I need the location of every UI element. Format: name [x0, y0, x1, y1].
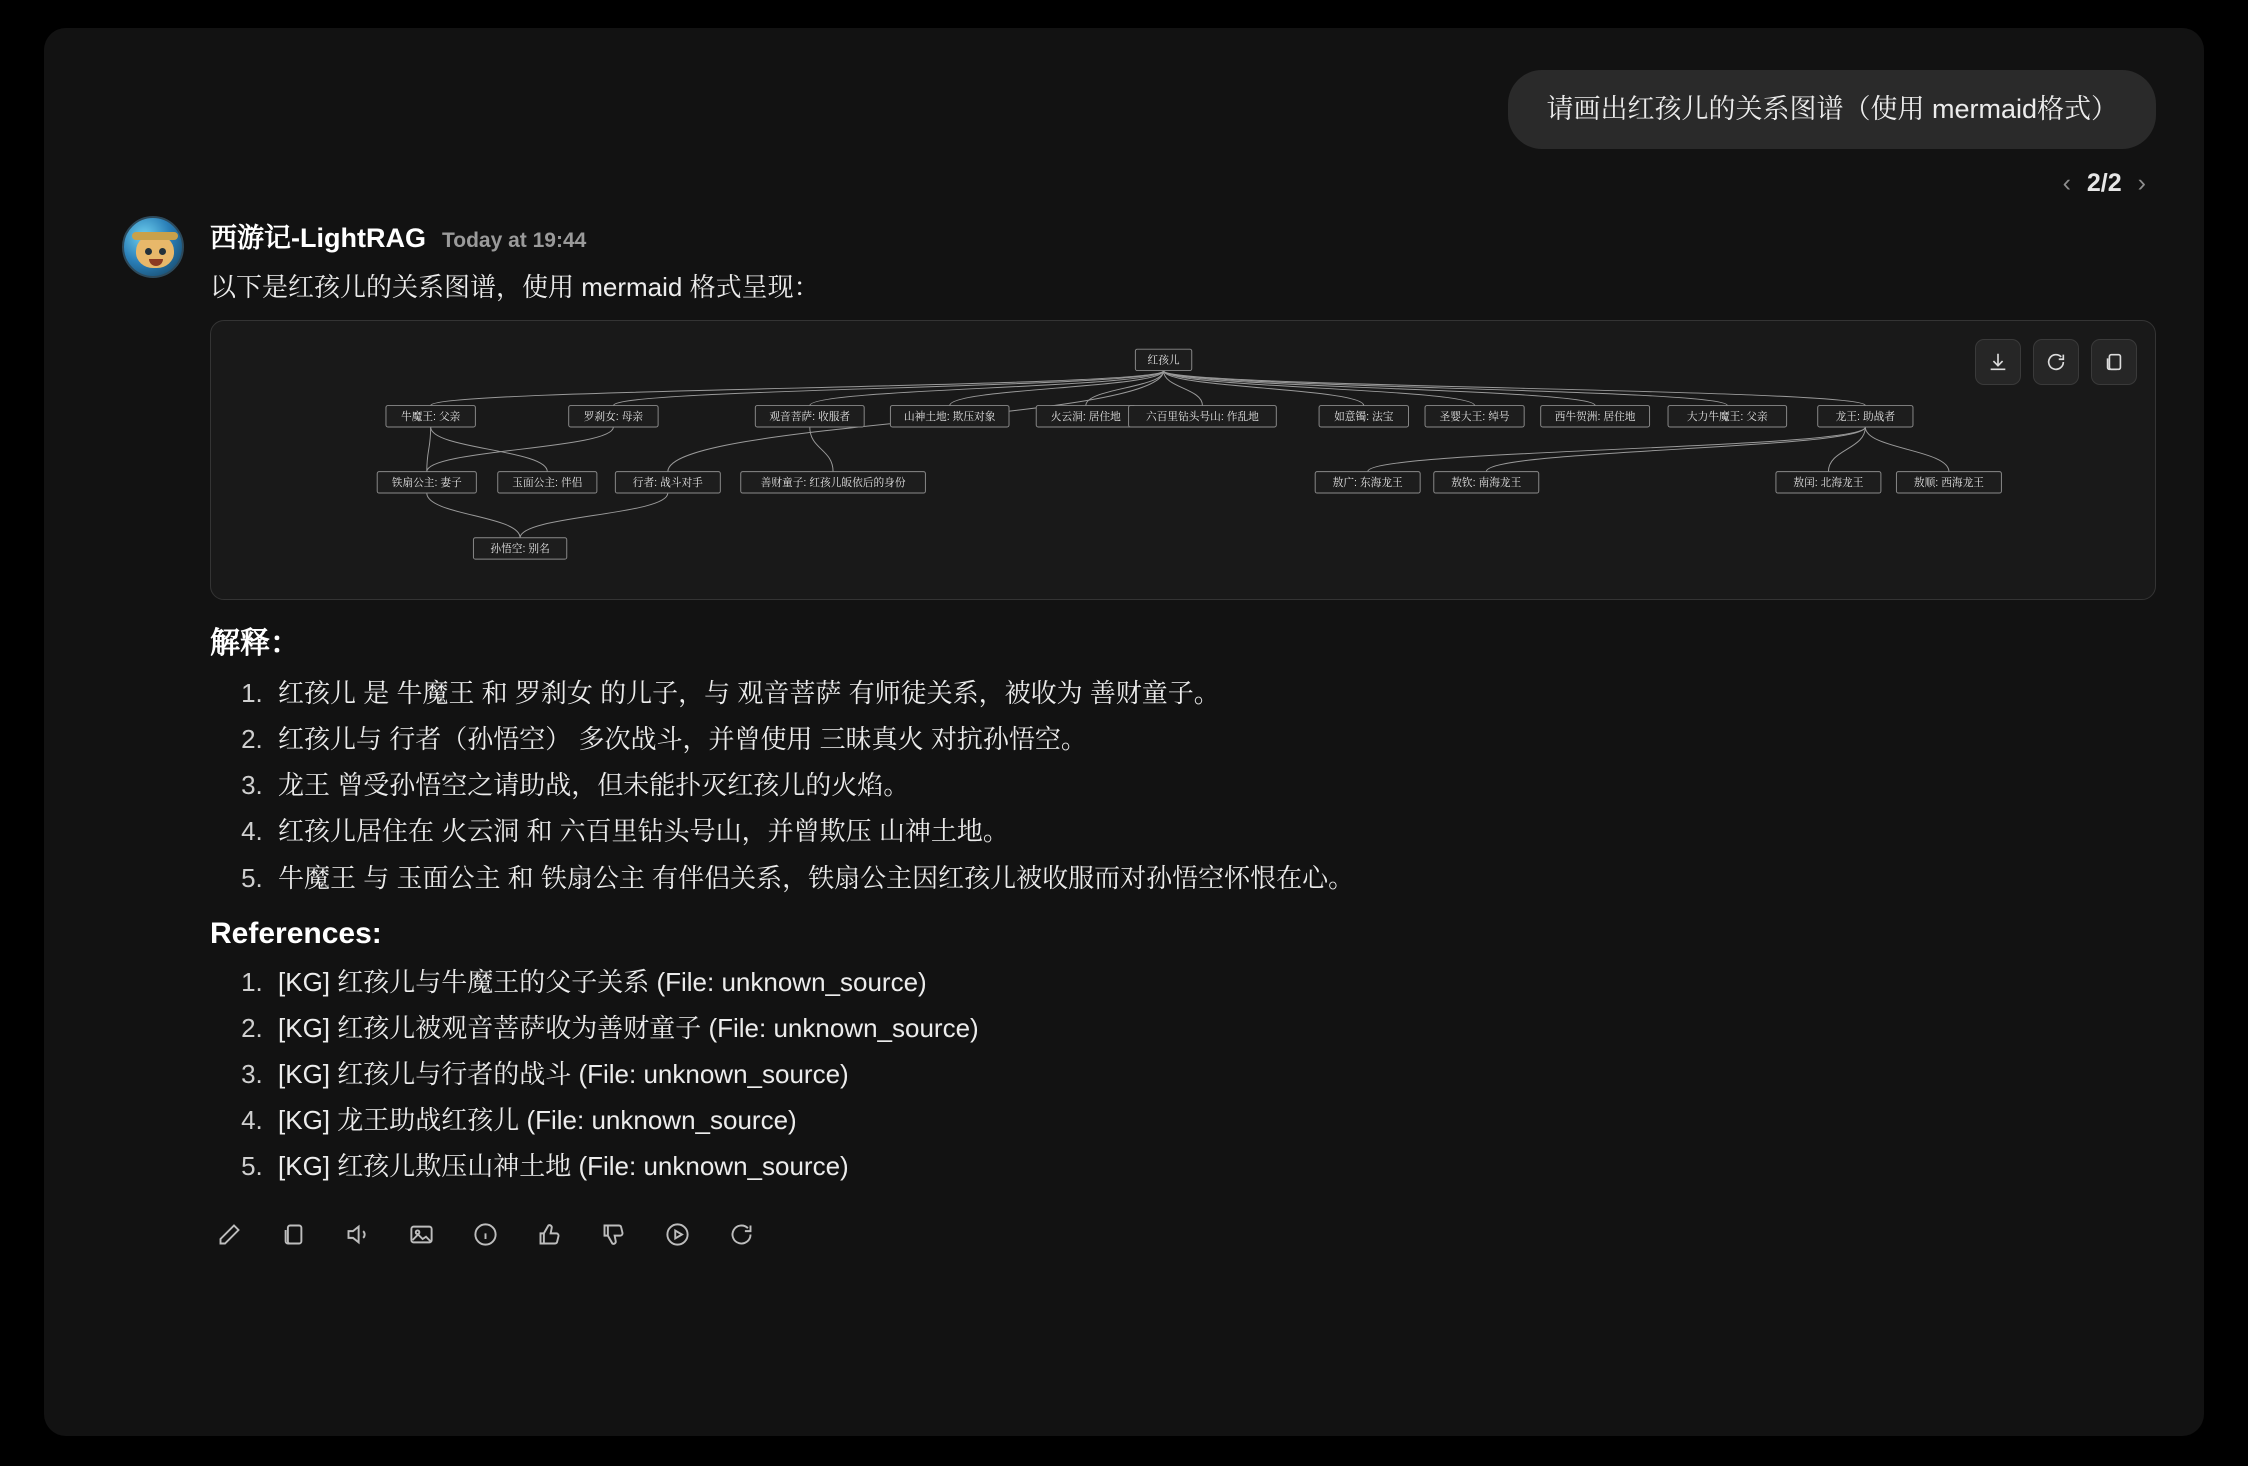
regenerate-icon[interactable]: [726, 1219, 756, 1249]
graph-node-label: 红孩儿: [1147, 354, 1180, 367]
graph-node-label: 如意镯: 法宝: [1334, 411, 1394, 424]
pager-count: 2/2: [2086, 169, 2122, 198]
assistant-message-body: [184, 216, 2156, 1249]
edit-icon[interactable]: [214, 1219, 244, 1249]
reference-item: 4. [KG] 龙王助战红孩儿 (File: unknown_source): [270, 1099, 2156, 1141]
pager-next-button[interactable]: ›: [2137, 169, 2146, 198]
graph-node[interactable]: [755, 406, 864, 427]
graph-edge: [431, 427, 548, 472]
graph-edge: [810, 427, 833, 472]
graph-node-label: 观音菩萨: 收服者: [769, 411, 851, 424]
explanation-item: 4. 红孩儿居住在 火云洞 和 六百里钻头号山，并曾欺压 山神土地。: [270, 810, 2156, 852]
info-icon[interactable]: [470, 1219, 500, 1249]
graph-edge: [1164, 371, 1728, 406]
message-action-bar: [210, 1197, 2156, 1249]
graph-node-label: 玉面公主: 伴侣: [512, 477, 583, 490]
explanation-list: [210, 672, 2156, 899]
download-icon[interactable]: [1975, 339, 2021, 385]
thumbs-up-icon[interactable]: [534, 1219, 564, 1249]
user-prompt-bubble: 请画出红孩儿的关系图谱（使用 mermaid格式）: [1508, 70, 2156, 149]
explanation-item: 5. 牛魔王 与 玉面公主 和 铁扇公主 有伴侣关系，铁扇公主因红孩儿被收服而对孙悟空怀恨在心。: [270, 857, 2156, 899]
graph-edge: [1164, 371, 1364, 406]
graph-node-label: 行者: 战斗对手: [632, 477, 703, 490]
copy-icon[interactable]: [278, 1219, 308, 1249]
graph-node-label: 善财童子: 红孩儿皈依后的身份: [760, 477, 906, 490]
graph-node-label: 西牛贺洲: 居住地: [1554, 411, 1636, 424]
graph-edge: [427, 427, 431, 472]
explanation-item: 2. 红孩儿与 行者（孙悟空） 多次战斗，并曾使用 三昧真火 对抗孙悟空。: [270, 718, 2156, 760]
thumbs-down-icon[interactable]: [598, 1219, 628, 1249]
references-heading: References:: [210, 916, 382, 950]
message-timestamp: Today at 19:44: [441, 229, 587, 253]
graph-node-label: 圣婴大王: 绰号: [1439, 411, 1510, 424]
avatar: [122, 216, 184, 278]
reference-item: 1. [KG] 红孩儿与牛魔王的父子关系 (File: unknown_source): [270, 961, 2156, 1003]
graph-edge: [520, 493, 668, 538]
diagram-toolbar: [1975, 339, 2137, 385]
message-pager: [44, 149, 2204, 198]
assistant-message-header: [210, 216, 2156, 255]
graph-node[interactable]: [615, 472, 720, 493]
graph-node[interactable]: [473, 538, 566, 559]
graph-edge: [810, 371, 1164, 406]
graph-node[interactable]: [498, 472, 597, 493]
graph-node[interactable]: [1896, 472, 2001, 493]
graph-edge: [427, 427, 614, 472]
graph-node-label: 敖钦: 南海龙王: [1451, 477, 1522, 490]
graph-node[interactable]: [1129, 406, 1277, 427]
graph-node[interactable]: [1135, 349, 1191, 370]
graph-edge: [1486, 427, 1865, 472]
graph-node[interactable]: [1776, 472, 1881, 493]
reference-item: 2. [KG] 红孩儿被观音菩萨收为善财童子 (File: unknown_source): [270, 1007, 2156, 1049]
graph-edge: [427, 493, 520, 538]
graph-node-label: 火云洞: 居住地: [1050, 411, 1121, 424]
graph-node[interactable]: [1319, 406, 1408, 427]
relationship-graph: [211, 321, 2155, 599]
graph-node[interactable]: [1425, 406, 1524, 427]
graph-edge: [1368, 427, 1866, 472]
graph-node-label: 孙悟空: 别名: [490, 543, 550, 556]
graph-edge: [1164, 371, 1475, 406]
graph-node[interactable]: [1668, 406, 1787, 427]
graph-node[interactable]: [890, 406, 1009, 427]
explanation-item: 1. 红孩儿 是 牛魔王 和 罗刹女 的儿子，与 观音菩萨 有师徒关系，被收为 善财童子。: [270, 672, 2156, 714]
graph-node[interactable]: [1434, 472, 1539, 493]
graph-node-label: 罗刹女: 母亲: [583, 411, 644, 424]
graph-node-label: 六百里钻头号山: 作乱地: [1146, 411, 1259, 424]
graph-edge: [613, 371, 1163, 406]
references-list: [210, 961, 2156, 1188]
graph-node-label: 牛魔王: 父亲: [400, 411, 461, 424]
graph-node-label: 山神土地: 欺压对象: [903, 411, 996, 424]
graph-node[interactable]: [741, 472, 926, 493]
chat-window: [44, 28, 2204, 1436]
assistant-intro-text: 以下是红孩儿的关系图谱，使用 mermaid 格式呈现：: [210, 272, 820, 303]
image-icon[interactable]: [406, 1219, 436, 1249]
graph-node-label: 大力牛魔王: 父亲: [1686, 411, 1768, 424]
graph-node-label: 敖顺: 西海龙王: [1913, 477, 1984, 490]
play-icon[interactable]: [662, 1219, 692, 1249]
graph-node-label: 敖广: 东海龙王: [1332, 477, 1403, 490]
graph-edge: [1865, 427, 1949, 472]
copy-icon[interactable]: [2091, 339, 2137, 385]
assistant-name: 西游记-LightRAG: [210, 223, 426, 254]
graph-node[interactable]: [386, 406, 475, 427]
graph-node[interactable]: [1315, 472, 1420, 493]
reference-item: 5. [KG] 红孩儿欺压山神土地 (File: unknown_source): [270, 1145, 2156, 1187]
graph-node-label: 敖闰: 北海龙王: [1793, 477, 1864, 490]
graph-node[interactable]: [1541, 406, 1650, 427]
explanation-heading: 解释：: [210, 627, 300, 661]
mermaid-diagram-panel: [210, 320, 2156, 600]
graph-node[interactable]: [1818, 406, 1913, 427]
graph-node-label: 铁扇公主: 妻子: [391, 477, 462, 490]
assistant-message: [44, 198, 2204, 1249]
speaker-icon[interactable]: [342, 1219, 372, 1249]
graph-node-label: 龙王: 助战者: [1835, 411, 1896, 424]
explanation-item: 3. 龙王 曾受孙悟空之请助战，但未能扑灭红孩儿的火焰。: [270, 764, 2156, 806]
refresh-icon[interactable]: [2033, 339, 2079, 385]
graph-node[interactable]: [1036, 406, 1135, 427]
graph-node[interactable]: [569, 406, 658, 427]
reference-item: 3. [KG] 红孩儿与行者的战斗 (File: unknown_source): [270, 1053, 2156, 1095]
pager-prev-button[interactable]: ‹: [2062, 169, 2071, 198]
graph-node[interactable]: [377, 472, 476, 493]
user-message-row: [44, 28, 2204, 149]
